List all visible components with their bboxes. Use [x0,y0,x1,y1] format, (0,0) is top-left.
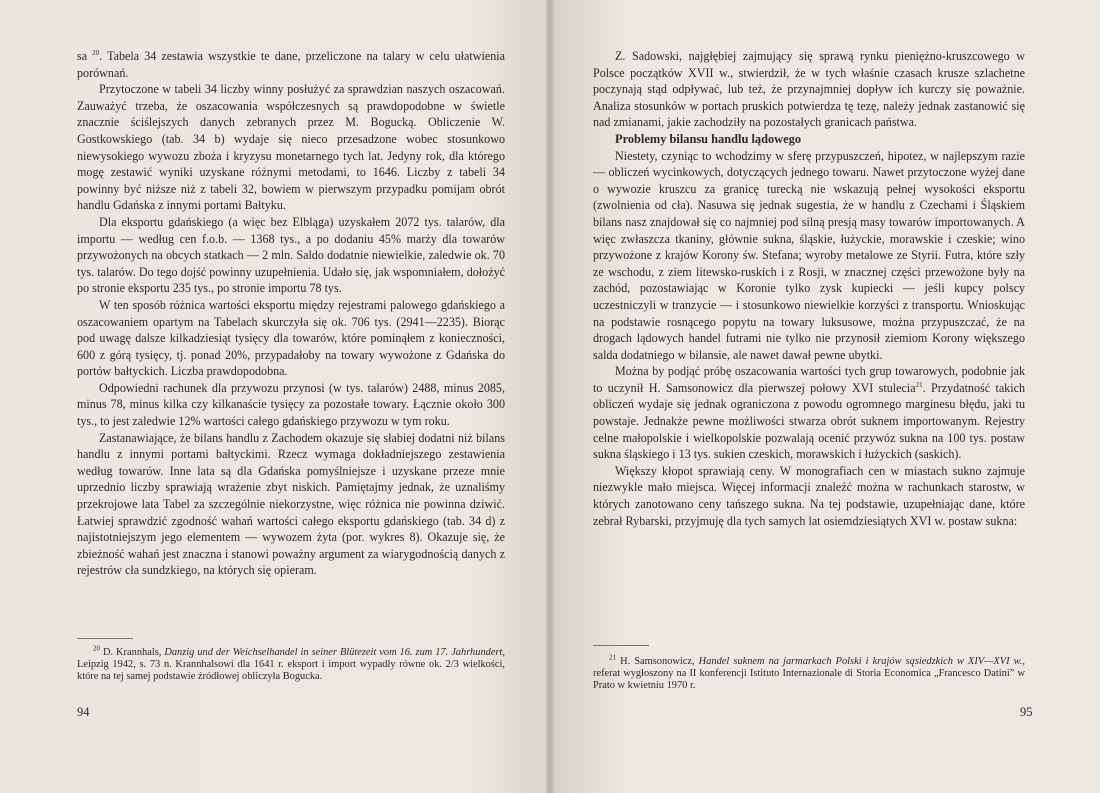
text-run: D. Krannhals, [100,647,165,658]
text-run: . Tabela 34 zestawia wszystkie te dane, przeliczone na talary w celu ułatwienia porównań. [77,49,505,80]
footnote-text [77,644,505,682]
paragraph: W ten sposób różnica wartości eksportu między rejestrami palowego gdańskiego a oszacowaniem opartym na Tabelach skurczyła się ok. 706 tys. (2941—2235). Biorąc pod uwagę dalsze kilkadziesiąt tysięcy dla towarów, które pominąłem z konieczności, 600 z górą tysięcy, tj. ponad 20%, przypadałoby na towary wywożone z Gdańska do portów bałtyckich. Liczba prawdopodobna. [77,297,505,379]
footnote-text [593,653,1025,691]
text-run: H. Samsonowicz, [616,656,699,667]
paragraph [77,48,505,81]
paragraph: Dla eksportu gdańskiego (a więc bez Elbląga) uzyskałem 2072 tys. talarów, dla importu — według cen f.o.b. — 1368 tys., a po dodaniu 45% marży dla towarów przywożonych na obcych statkach — 2 mln. Saldo dodatnie niewielkie, zaledwie ok. 70 tys. talarów. Do tego dojść powinny uzupełnienia. Udało się, jak wspomniałem, dołożyć po stronie eksportu 235 tys., po stronie importu 78 tys. [77,214,505,296]
left-page-body [77,48,505,579]
page-number: 94 [77,705,90,719]
footnote [593,653,1025,691]
footnote-mark: 20 [93,644,100,653]
footnote-divider [593,645,649,646]
footnote-divider [77,638,133,639]
text-run: referat wygłoszony na II konferencji Istituto Internazionale di Storia Economica „Francesco Datini” w Prato w kwietniu 1970 r. [593,667,1025,691]
footnote-mark: 21 [609,653,616,662]
paragraph: Niestety, czyniąc to wchodzimy w sferę przypuszczeń, hipotez, w najlepszym razie — obliczeń wycinkowych, dotyczących jednego towaru. Nawet przytoczone wyżej dane o wywozie kruszcu za granicę turecką nie wskazują pełnej wysokości eksportu (zwolnienia od cła). Nasuwa się jednak sugestia, że w handlu z Czechami i Śląskiem bilans nasz znajdował się co najmniej pod silną presją masy towarów importowanych. A więc zwłaszcza tkaniny, głównie sukna, śląskie, łużyckie, morawskie i czeskie; wino przywożone z krajów Korony św. Stefana; wyroby metalowe ze Styrii. Futra, które szły ze wschodu, z ziem litewsko-ruskich i z Rosji, w znacznej części przewożone były na zachód, pozostawiając w Koronie tylko zysk kupiecki — jeśli kupcy polscy uczestniczyli w tranzycie — i stosunkowo niewielkie korzyści z transportu. Wnioskując na podstawie rosnącego popytu na towary luksusowe, można przypuszczać, że na drogach lądowych handel futrami nie tylko nie przynosił ziemiom Korony większego salda dodatniego w bilansie, ale nawet dawał pewne ubytki. [593,148,1025,362]
footnote-ref: 20 [92,48,100,57]
paragraph: Z. Sadowski, najgłębiej zajmujący się sprawą rynku pieniężno-kruszcowego w Polsce początków XVII w., stwierdził, że w tych właśnie czasach krusze szlachetne poczynają stąd odpływać, lub też, że przynajmniej dopływ ich kurczy się poważnie. Analiza stosunków w portach pruskich potwierdza tę tezę, należy jednak zastanowić się nad zmianami, jakie zachodziły na pozostałych granicach państwa. [593,49,1025,130]
paragraph: Odpowiedni rachunek dla przywozu przynosi (w tys. talarów) 2488, minus 2085, minus 78, minus kilka czy kilkanaście tysięcy za pozostałe towary. Łącznie około 300 tys., to jest zaledwie 12% wartości całego gdańskiego przywozu w tym roku. [77,380,505,429]
paragraph: Zastanawiające, że bilans handlu z Zachodem okazuje się słabiej dodatni niż bilans handlu z innymi portami bałtyckimi. Rzecz wymaga dokładniejszego zestawienia według towarów. Inne lata są dla Gdańska pomyślniejsze i uzyskane przeze mnie uprzednio liczby sprawiają wrażenie zbyt niskich. Pamiętajmy jednak, że uznaliśmy przekrojowe lata Tabel za szczególnie niekorzystne, więc różnica nie powinna dziwić. Łatwiej sprawdzić zgodność wahań wartości całego eksportu gdańskiego (tab. 34 d) z najistotniejszym jego elementem — wywozem żyta (por. wykres 8). Okazuje się, że zbieżność wahań jest znaczna i stanowi poważny argument za wiarygodnością danych z rejestrów cła sundzkiego, na których się opieram. [77,430,505,578]
footnote [77,644,505,682]
cited-title: Handel suknem na jarmarkach Polski i krajów sąsiedzkich w XIV—XVI w., [698,656,1025,667]
footnote-ref: 21 [915,380,923,389]
text-run: sa [77,49,93,63]
paragraph [593,363,1025,463]
paragraph: Większy kłopot sprawiają ceny. W monografiach cen w miastach sukno zajmuje niezwykle mało miejsca. Więcej informacji znaleźć można w rachunkach starostw, w których zanotowano ceny tańszego sukna. Na tej podstawie, uzupełniając dane, które zebrał Rybarski, przyjmuję dla tych samych lat osiemdziesiątych XVI w. postaw sukna: [593,463,1025,528]
text-run: Można by podjąć próbę oszacowania wartości tych grup towarowych, podobnie jak to uczynił H. Samsonowicz dla pierwszej połowy XVI stulecia [593,364,1025,395]
section-heading: Problemy bilansu handlu lądowego [615,131,802,146]
page-number: 95 [1020,705,1033,719]
cited-title: Danzig und der Weichselhandel in seiner Blütezeit vom 16. zum 17. Jahrhundert, [164,647,505,658]
right-page [550,0,1100,793]
paragraph: Przytoczone w tabeli 34 liczby winny posłużyć za sprawdzian naszych oszacowań. Zauważyć trzeba, że oszacowania współczesnych są prawdopodobne w świetle znacznie ściślejszych danych zebranych przez M. Bogucką. Obliczenie W. Gostkowskiego (tab. 34 b) wydaje się nieco przesadzone wobec stosunkowo niewysokiego wywozu zboża i kryzysu monetarnego tych lat. Jedyny rok, dla którego mogę zestawić wyniki uzyskane różnymi metodami, to 1646. Liczby z tabeli 34 powinny być niższe niż z tabeli 32, bowiem w pierwszym przypadku pomijam obrót handlu Gdańska z innymi portami Bałtyku. [77,82,505,213]
book-gutter [546,0,554,793]
text-run: Leipzig 1942, s. 73 n. Krannhalsowi dla 1641 r. eksport i import wypadły równe ok. 2/3 wielkości, które na tej samej podstawie źródłowej obliczyła Bogucka. [77,658,505,682]
text-run: . Przydatność takich obliczeń wydaje się jednak ograniczona z powodu ogromnego marginesu błędu, jaki tu powstaje. Jednakże pewne możliwości stwarza obrót suknem importowanym. Rejestry celne małopolskie i wielkopolskie pozwalają ocenić przywóz sukna na 100 tys. postaw sukna śląskiego i 13 tys. sukien czeskich, morawskich i łużyckich (saskich). [593,380,1026,462]
right-page-body [593,48,1025,529]
